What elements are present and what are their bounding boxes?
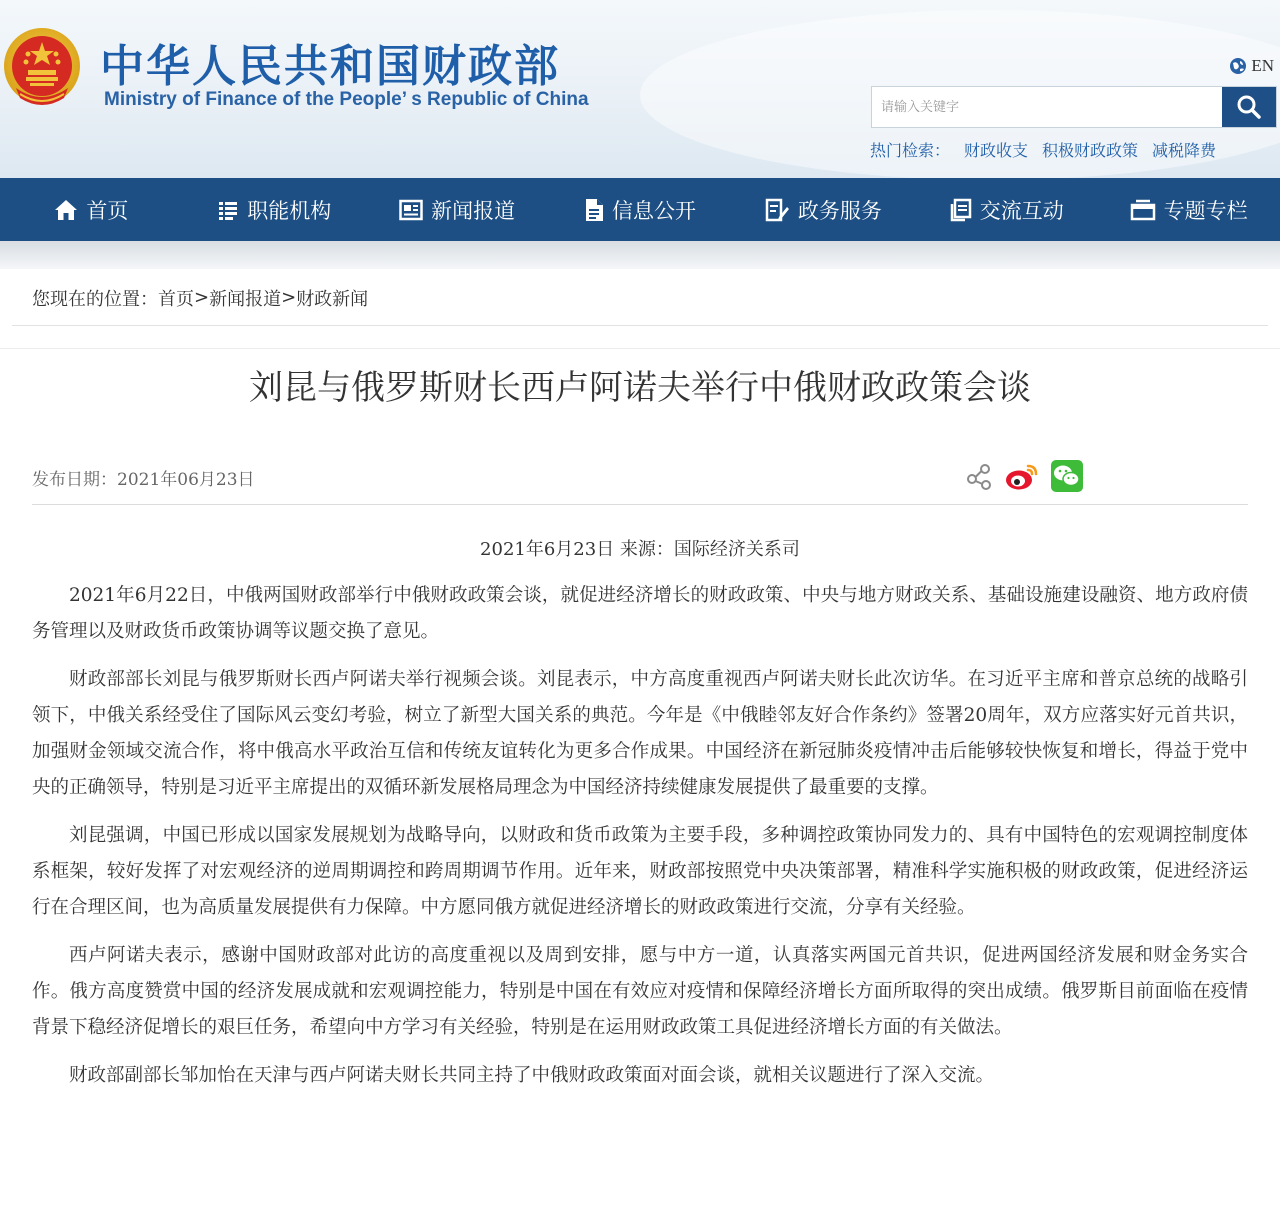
nav-item-label: 交流互动 — [979, 198, 1064, 223]
wechat-icon — [1050, 459, 1084, 493]
article-paragraph: 财政部部长刘昆与俄罗斯财长西卢阿诺夫举行视频会谈。刘昆表示，中方高度重视西卢阿诺夫财长此次访华。在习近平主席和普京总统的战略引领下，中俄关系经受住了国际风云变幻考验，树立了新型大国关系的典范。今年是《中俄睦邻友好合作条约》签署20周年，双方应落实好元首共识，加强财金领域交流合作，将中俄高水平政治互信和传统友谊转化为更多合作成果。中国经济在新冠肺炎疫情冲击后能够较快恢复和增长，得益于党中央的正确领导，特别是习近平主席提出的双循环新发展格局理念为中国经济持续健康发展提供了最重要的支撑。 — [32, 669, 1248, 798]
nav-item-label: 新闻报道 — [431, 198, 516, 223]
edit-doc-icon — [764, 198, 790, 222]
hot-search-link[interactable]: 财政收支 — [964, 141, 1029, 160]
nav-item-services[interactable] — [731, 178, 914, 241]
national-emblem-icon[interactable] — [2, 24, 82, 114]
share-bar — [964, 459, 1084, 493]
site-subtitle: Ministry of Finance of the People’ s Republic of China — [104, 89, 589, 110]
language-switch[interactable] — [1229, 56, 1274, 76]
nav-item-information[interactable] — [549, 178, 732, 241]
divider — [0, 348, 1280, 349]
nav-item-institutions[interactable] — [183, 178, 366, 241]
hot-search — [870, 138, 1216, 161]
breadcrumb-separator: > — [194, 287, 210, 308]
breadcrumb-home-link[interactable]: 首页 — [158, 288, 194, 310]
hot-search-link[interactable]: 减税降费 — [1152, 141, 1217, 160]
main-nav — [0, 178, 1280, 241]
site-header — [0, 0, 1280, 178]
home-icon — [54, 199, 78, 221]
breadcrumb-prefix: 您现在的位置： — [32, 288, 158, 310]
language-label[interactable]: EN — [1251, 56, 1274, 75]
article-paragraph: 财政部副部长邹加怡在天津与西卢阿诺夫财长共同主持了中俄财政政策面对面会谈，就相关议题进行了深入交流。 — [69, 1065, 995, 1086]
copy-icon — [948, 198, 972, 222]
nav-item-label: 信息公开 — [612, 198, 696, 223]
nav-shadow — [0, 241, 1280, 269]
search-box — [871, 86, 1277, 128]
window-icon — [1130, 199, 1156, 221]
nav-item-topics[interactable] — [1097, 178, 1280, 241]
share-weibo-button[interactable] — [1004, 460, 1040, 492]
publish-date: 发布日期：2021年06月23日 — [32, 470, 255, 490]
article-paragraph: 刘昆强调，中国已形成以国家发展规划为战略导向，以财政和货币政策为主要手段，多种调控政策协同发力的、具有中国特色的宏观调控制度体系框架，较好发挥了对宏观经济的逆周期调控和跨周期调节作用。近年来，财政部按照党中央决策部署，精准科学实施积极的财政政策，促进经济运行在合理区间，也为高质量发展提供有力保障。中方愿同俄方就促进经济增长的财政政策进行交流，分享有关经验。 — [32, 825, 1248, 918]
weibo-icon — [1004, 460, 1040, 492]
globe-icon — [1229, 57, 1247, 75]
article-source: 2021年6月23日 来源：国际经济关系司 — [480, 539, 800, 560]
article-meta — [32, 455, 1248, 505]
news-icon — [399, 199, 423, 221]
article-title: 刘昆与俄罗斯财长西卢阿诺夫举行中俄财政政策会谈 — [249, 368, 1031, 408]
hot-search-link[interactable]: 积极财政政策 — [1042, 141, 1139, 160]
hot-search-label: 热门检索： — [870, 141, 951, 160]
nav-item-news[interactable] — [366, 178, 549, 241]
site-title[interactable]: 中华人民共和国财政部 — [100, 41, 560, 92]
share-link-button[interactable] — [964, 461, 994, 491]
nav-item-label: 首页 — [86, 198, 129, 223]
search-button[interactable] — [1222, 87, 1276, 127]
article-paragraph: 2021年6月22日，中俄两国财政部举行中俄财政政策会谈，就促进经济增长的财政政策、中央与地方财政关系、基础设施建设融资、地方政府债务管理以及财政货币政策协调等议题交换了意见。 — [32, 585, 1248, 642]
breadcrumb — [12, 270, 1268, 326]
document-icon — [584, 198, 604, 222]
nav-item-label: 政务服务 — [797, 198, 882, 223]
breadcrumb-news-link[interactable]: 新闻报道 — [209, 288, 282, 310]
share-icon — [964, 461, 994, 491]
list-icon — [217, 199, 239, 221]
nav-item-label: 职能机构 — [247, 198, 332, 223]
search-icon — [1236, 94, 1262, 120]
breadcrumb-separator: > — [281, 287, 297, 308]
nav-item-interaction[interactable] — [914, 178, 1097, 241]
article-body — [32, 578, 1248, 1106]
article-paragraph: 西卢阿诺夫表示，感谢中国财政部对此访的高度重视以及周到安排，愿与中方一道，认真落实两国元首共识，促进两国经济发展和财金务实合作。俄方高度赞赏中国的经济发展成就和宏观调控能力，特别是中国在有效应对疫情和保障经济增长方面所取得的突出成绩。俄罗斯目前面临在疫情背景下稳经济促增长的艰巨任务，希望向中方学习有关经验，特别是在运用财政政策工具促进经济增长方面的有关做法。 — [32, 945, 1248, 1038]
search-input[interactable] — [872, 87, 1222, 127]
share-wechat-button[interactable] — [1050, 459, 1084, 493]
breadcrumb-finance-news-link[interactable]: 财政新闻 — [296, 288, 369, 310]
nav-item-label: 专题专栏 — [1163, 198, 1248, 223]
nav-item-home[interactable] — [0, 178, 183, 241]
